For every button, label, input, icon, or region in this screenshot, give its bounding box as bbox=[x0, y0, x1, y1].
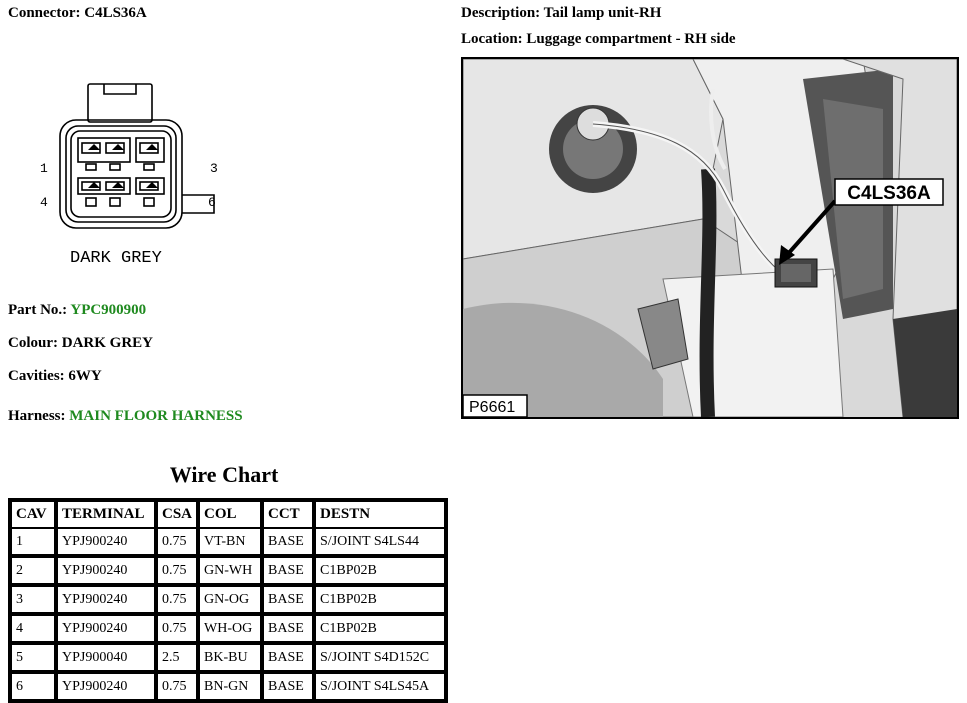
photo-callout-label: C4LS36A bbox=[847, 183, 931, 204]
harness-label: Harness: bbox=[8, 408, 66, 424]
cell-cav: 6 bbox=[11, 673, 57, 700]
cell-cct: BASE bbox=[263, 528, 315, 557]
cell-csa: 0.75 bbox=[157, 557, 199, 586]
cavities-label: Cavities: bbox=[8, 368, 65, 384]
cell-terminal: YPJ900240 bbox=[57, 673, 157, 700]
cell-csa: 0.75 bbox=[157, 673, 199, 700]
connector-value: C4LS36A bbox=[84, 5, 147, 21]
location-photo bbox=[461, 57, 959, 419]
harness-value: MAIN FLOOR HARNESS bbox=[69, 408, 243, 424]
cell-csa: 0.75 bbox=[157, 528, 199, 557]
description-value: Tail lamp unit-RH bbox=[543, 5, 662, 21]
cell-col: VT-BN bbox=[199, 528, 263, 557]
pin-label-1: 1 bbox=[40, 161, 48, 176]
cell-cct: BASE bbox=[263, 586, 315, 615]
colour-line bbox=[8, 335, 153, 352]
cell-col: GN-OG bbox=[199, 586, 263, 615]
cell-cav: 3 bbox=[11, 586, 57, 615]
cell-terminal: YPJ900240 bbox=[57, 615, 157, 644]
drawing-caption: DARK GREY bbox=[70, 249, 162, 268]
location-value: Luggage compartment - RH side bbox=[526, 31, 736, 47]
cell-col: BK-BU bbox=[199, 644, 263, 673]
table-row bbox=[11, 528, 445, 557]
cavities-line bbox=[8, 368, 102, 385]
header-destn: DESTN bbox=[315, 501, 445, 528]
table-header-row bbox=[11, 501, 445, 528]
cell-destn: C1BP02B bbox=[315, 586, 445, 615]
cell-destn: S/JOINT S4LS45A bbox=[315, 673, 445, 700]
cell-destn: C1BP02B bbox=[315, 557, 445, 586]
table-row bbox=[11, 615, 445, 644]
wire-chart-title: Wire Chart bbox=[169, 462, 279, 487]
cell-cav: 1 bbox=[11, 528, 57, 557]
cell-col: WH-OG bbox=[199, 615, 263, 644]
location-line bbox=[461, 31, 736, 48]
description-label: Description: bbox=[461, 5, 541, 21]
table-row bbox=[11, 644, 445, 673]
harness-line bbox=[8, 408, 243, 425]
cell-destn: S/JOINT S4LS44 bbox=[315, 528, 445, 557]
cell-terminal: YPJ900240 bbox=[57, 528, 157, 557]
description-line bbox=[461, 5, 661, 22]
location-photo-illustration bbox=[463, 59, 957, 417]
cell-csa: 0.75 bbox=[157, 586, 199, 615]
connector-label: Connector: bbox=[8, 5, 81, 21]
cell-col: GN-WH bbox=[199, 557, 263, 586]
cell-cct: BASE bbox=[263, 557, 315, 586]
cell-destn: S/JOINT S4D152C bbox=[315, 644, 445, 673]
cell-terminal: YPJ900040 bbox=[57, 644, 157, 673]
colour-label: Colour: bbox=[8, 335, 58, 351]
cell-cct: BASE bbox=[263, 615, 315, 644]
header-csa: CSA bbox=[157, 501, 199, 528]
part-no-line bbox=[8, 302, 146, 319]
connector-line bbox=[8, 5, 147, 22]
header-terminal: TERMINAL bbox=[57, 501, 157, 528]
cell-cct: BASE bbox=[263, 644, 315, 673]
cell-cav: 5 bbox=[11, 644, 57, 673]
location-label: Location: bbox=[461, 31, 523, 47]
cell-csa: 0.75 bbox=[157, 615, 199, 644]
colour-value: DARK GREY bbox=[61, 335, 154, 351]
header-col: COL bbox=[199, 501, 263, 528]
part-no-label: Part No.: bbox=[8, 302, 68, 318]
cavities-value: 6WY bbox=[68, 368, 102, 384]
cell-csa: 2.5 bbox=[157, 644, 199, 673]
part-no-value: YPC900900 bbox=[70, 302, 147, 318]
header-cct: CCT bbox=[263, 501, 315, 528]
cell-col: BN-GN bbox=[199, 673, 263, 700]
table-row bbox=[11, 557, 445, 586]
pin-label-4: 4 bbox=[40, 195, 48, 210]
connector-face-diagram bbox=[30, 80, 230, 275]
cell-destn: C1BP02B bbox=[315, 615, 445, 644]
cell-terminal: YPJ900240 bbox=[57, 586, 157, 615]
pin-label-3: 3 bbox=[210, 161, 218, 176]
pin-label-6: 6 bbox=[208, 195, 216, 210]
cell-cav: 2 bbox=[11, 557, 57, 586]
header-cav: CAV bbox=[11, 501, 57, 528]
table-row bbox=[11, 673, 445, 700]
cell-terminal: YPJ900240 bbox=[57, 557, 157, 586]
wire-chart-table bbox=[8, 498, 448, 703]
photo-reference: P6661 bbox=[469, 399, 516, 416]
cell-cav: 4 bbox=[11, 615, 57, 644]
cell-cct: BASE bbox=[263, 673, 315, 700]
table-row bbox=[11, 586, 445, 615]
